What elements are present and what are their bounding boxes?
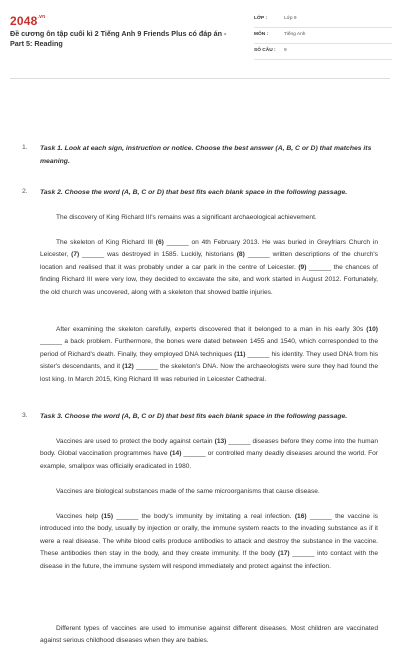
page-header [0, 0, 400, 62]
document-title: Đề cương ôn tập cuối kì 2 Tiếng Anh 9 Friends Plus có đáp án - Part 5: Reading [10, 29, 227, 48]
meta-label: SỐ CÂU : [254, 48, 276, 53]
passage-paragraph: Vaccines are used to protect the body against certain (13) ______ diseases before they come into the human body. Global vaccination programmes have (14) ______ or controlled many deadly diseases around the world. For example, smallpox was officially eradicated in 1980. [40, 438, 379, 470]
meta-value: Lớp 9 [284, 16, 297, 21]
blank-number: (11) [234, 350, 246, 358]
meta-row-subject [254, 30, 392, 44]
blank-number: (8) [236, 251, 245, 259]
task-title: Task 2. Choose the word (A, B, C or D) that best fits each blank space in the following passage. [40, 189, 348, 196]
logo-text: 2048 [10, 14, 38, 28]
passage-paragraph: The discovery of King Richard III's remains was a significant archaeological achievement. [56, 214, 317, 221]
task-title: Task 3. Choose the word (A, B, C or D) that best fits each blank space in the following passage. [40, 413, 348, 420]
meta-row-class [254, 14, 392, 28]
blank-number: (13) [214, 438, 227, 445]
passage-paragraph: The skeleton of King Richard III (6) ______ on 4th February 2013. He was buried in Greyfriars Church in Leicester, (7) ______ was destroyed in 1585. Luckily, historians (8) ______ written descriptions of the church's location and realised that it was probably under a car park in the centre of Leicester. (9) ______ the chances of finding Richard III were very low, they decided to excavate the site, and work started in August 2012. Fortunately, the old church was uncovered, along with a skeleton that showed battle injuries. [40, 239, 378, 296]
passage-paragraph: Different types of vaccines are used to immunise against different diseases. Most children are vaccinated against serious childhood diseases when they are babies. [40, 625, 378, 645]
passage-paragraph: Vaccines help (15) ______ the body's immunity by imitating a real infection. (16) ______ the vaccine is introduced into the body, usually by injection or orally, the immune system reacts to the invading substance as if it were a real disease. The white blood cells produce antibodies to attack and destroy the substance in the vaccine. These antibodies then stay in the body, and they create immunity. If the body (17) ______ into contact with the disease in the future, the immune system will respond immediately and protect against the infection. [40, 513, 378, 570]
blank-number: (7) [71, 251, 80, 259]
passage-paragraph: Vaccines are biological substances made of the same microorganisms that cause disease. [56, 488, 320, 495]
passage-paragraph: After examining the skeleton carefully, experts discovered that it belonged to a man in his early 30s (10) ______ a back problem. Furthermore, the bones were dated between 1455 and 1540, which corresponded to the period of Richard's death. Finally, they employed DNA techniques (11) ______ his identity. They used DNA from his sister's descendants, and it (12) ______ the skeleton's DNA. Now the archaeologists were sure they had found the lost king. In March 2015, King Richard III was reburied in Leicester Cathedral. [40, 326, 378, 383]
logo-suffix: .vn [37, 14, 46, 20]
blank-number: (6) [155, 239, 164, 246]
blank-number: (16) [294, 513, 307, 520]
meta-label: MÔN : [254, 32, 269, 37]
meta-value: Tiếng Anh [284, 32, 306, 37]
task-number: 2. [22, 188, 28, 195]
blank-number: (14) [169, 450, 182, 458]
task-number: 1. [22, 144, 28, 151]
meta-row-question-count [254, 46, 392, 60]
meta-value: 9 [284, 48, 287, 53]
blank-number: (9) [298, 263, 307, 271]
meta-label: LỚP : [254, 16, 268, 21]
blank-number: (15) [101, 513, 114, 520]
site-logo[interactable] [10, 14, 45, 28]
task-title: Task 1. Look at each sign, instruction or notice. Choose the best answer (A, B, C or D) that matches its meaning. [40, 145, 372, 165]
blank-number: (10) [366, 326, 378, 333]
blank-number: (12) [122, 363, 134, 371]
blank-number: (17) [277, 550, 290, 558]
header-divider [10, 78, 390, 79]
task-number: 3. [22, 412, 28, 419]
